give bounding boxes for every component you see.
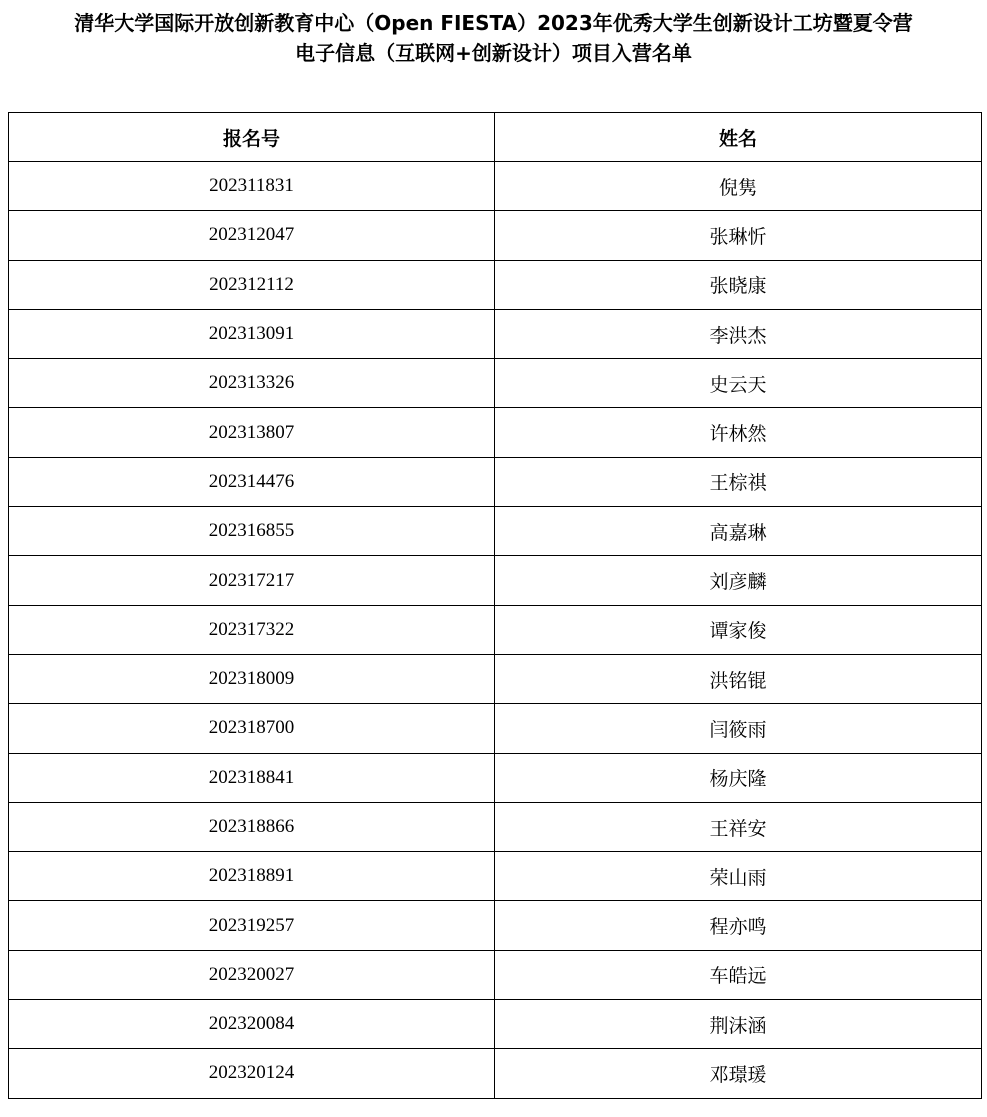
- student-name-cell: 刘彦麟: [495, 556, 982, 605]
- table-row: [9, 309, 982, 358]
- table-row: [9, 852, 982, 901]
- registration-number-cell: 202311831: [9, 162, 495, 211]
- registration-number-cell: 202318700: [9, 704, 495, 753]
- registration-number-cell: 202320084: [9, 1000, 495, 1049]
- table-row: [9, 654, 982, 703]
- registration-number-cell: 202313807: [9, 408, 495, 457]
- registration-number-cell: 202312112: [9, 260, 495, 309]
- registration-number-cell: 202318866: [9, 802, 495, 851]
- page-title-line-2: 电子信息（互联网+创新设计）项目入营名单: [295, 41, 692, 65]
- table-header-row: [9, 113, 982, 162]
- registration-number-cell: 202317322: [9, 605, 495, 654]
- table-row: [9, 1000, 982, 1049]
- student-name-cell: 邓璟瑗: [495, 1049, 982, 1098]
- table-row: [9, 556, 982, 605]
- student-name-cell: 张琳忻: [495, 211, 982, 260]
- table-row: [9, 753, 982, 802]
- registration-number-cell: 202320124: [9, 1049, 495, 1098]
- registration-number-cell: 202318841: [9, 753, 495, 802]
- registration-number-cell: 202318009: [9, 654, 495, 703]
- student-name-cell: 史云天: [495, 359, 982, 408]
- registration-number-cell: 202316855: [9, 507, 495, 556]
- student-name-cell: 荣山雨: [495, 852, 982, 901]
- student-name-cell: 洪铭锟: [495, 654, 982, 703]
- student-name-cell: 谭家俊: [495, 605, 982, 654]
- student-name-cell: 张晓康: [495, 260, 982, 309]
- table-row: [9, 950, 982, 999]
- table-row: [9, 605, 982, 654]
- student-name-cell: 王祥安: [495, 802, 982, 851]
- student-name-cell: 闫筱雨: [495, 704, 982, 753]
- registration-number-cell: 202317217: [9, 556, 495, 605]
- student-name-cell: 李洪杰: [495, 309, 982, 358]
- registration-number-cell: 202314476: [9, 457, 495, 506]
- student-name-cell: 杨庆隆: [495, 753, 982, 802]
- table-row: [9, 802, 982, 851]
- registration-number-cell: 202318891: [9, 852, 495, 901]
- table-row: [9, 901, 982, 950]
- registration-number-cell: 202313091: [9, 309, 495, 358]
- table-row: [9, 704, 982, 753]
- table-body: [9, 162, 982, 1099]
- table-row: [9, 408, 982, 457]
- column-header-name: 姓名: [495, 113, 982, 162]
- table-row: [9, 162, 982, 211]
- registration-number-cell: 202312047: [9, 211, 495, 260]
- page-title-line-1: 清华大学国际开放创新教育中心（Open FIESTA）2023年优秀大学生创新设计工坊暨夏令营: [74, 11, 913, 35]
- table-row: [9, 507, 982, 556]
- student-name-cell: 车皓远: [495, 950, 982, 999]
- registration-number-cell: 202320027: [9, 950, 495, 999]
- page-title: [0, 8, 987, 68]
- table-row: [9, 359, 982, 408]
- student-name-cell: 荆沫涵: [495, 1000, 982, 1049]
- student-name-cell: 倪隽: [495, 162, 982, 211]
- registration-number-cell: 202313326: [9, 359, 495, 408]
- column-header-registration-number: 报名号: [9, 113, 495, 162]
- registration-number-cell: 202319257: [9, 901, 495, 950]
- student-name-cell: 程亦鸣: [495, 901, 982, 950]
- table-row: [9, 260, 982, 309]
- table-row: [9, 1049, 982, 1098]
- student-name-cell: 高嘉琳: [495, 507, 982, 556]
- table-row: [9, 457, 982, 506]
- student-name-cell: 王棕祺: [495, 457, 982, 506]
- admission-list-table: [8, 112, 982, 1099]
- table-row: [9, 211, 982, 260]
- student-name-cell: 许林然: [495, 408, 982, 457]
